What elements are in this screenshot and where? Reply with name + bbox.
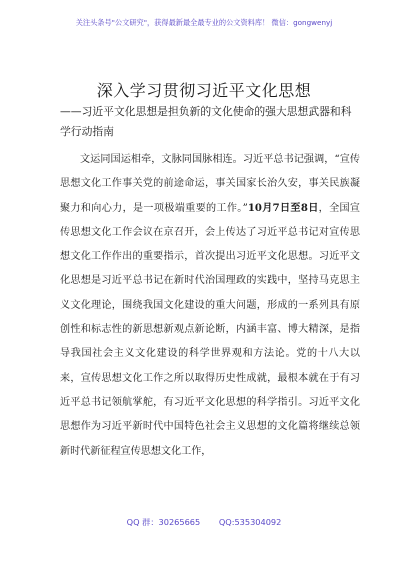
paragraph-text-part1: 文运同国运相牵，文脉同国脉相连。习近平总书记强调，“宣传思想文化工作事关党的前途命运，事关国家长治久安，事关民族凝聚力和向心力，是一项极端重要的工作。” bbox=[60, 154, 360, 214]
document-body bbox=[60, 148, 360, 464]
qq-number-label: QQ:535304092 bbox=[218, 517, 282, 527]
paragraph-date: 10月7日至8日 bbox=[247, 202, 319, 214]
document-title: 深入学习贯彻习近平文化思想 bbox=[96, 81, 312, 100]
qq-group-label: QQ 群：30265665 bbox=[126, 517, 201, 527]
promo-header: 关注头条号"公文研究"，获得最新最全最专业的公文资料库！ 微信：gongwenyj bbox=[75, 18, 333, 27]
body-paragraph bbox=[60, 148, 360, 464]
document-subtitle: ——习近平文化思想是担负新的文化使命的强大思想武器和科学行动指南 bbox=[60, 105, 352, 138]
paragraph-text-part2: ，全国宣传思想文化工作会议在京召开，会上传达了习近平总书记对宣传思想文化工作作出的重要指示，首次提出习近平文化思想。习近平文化思想是习近平总书记在新时代治国理政的实践中，坚持马克思主义文化理论，围绕我国文化建设的重大问题，形成的一系列具有原创性和标志性的新思想新观点新论断，内涵丰富、博大精深，是指导我国社会主义文化建设的科学世界观和方法论。党的十八大以来，宣传思想文化工作之所以取得历史性成就，最根本就在于有习近平总书记领航掌舵，有习近平文化思想的科学指引。习近平文化思想作为习近平新时代中国特色社会主义思想的文化篇将继续总领新时代新征程宣传思想文化工作， bbox=[60, 202, 361, 457]
contact-footer bbox=[0, 517, 408, 528]
